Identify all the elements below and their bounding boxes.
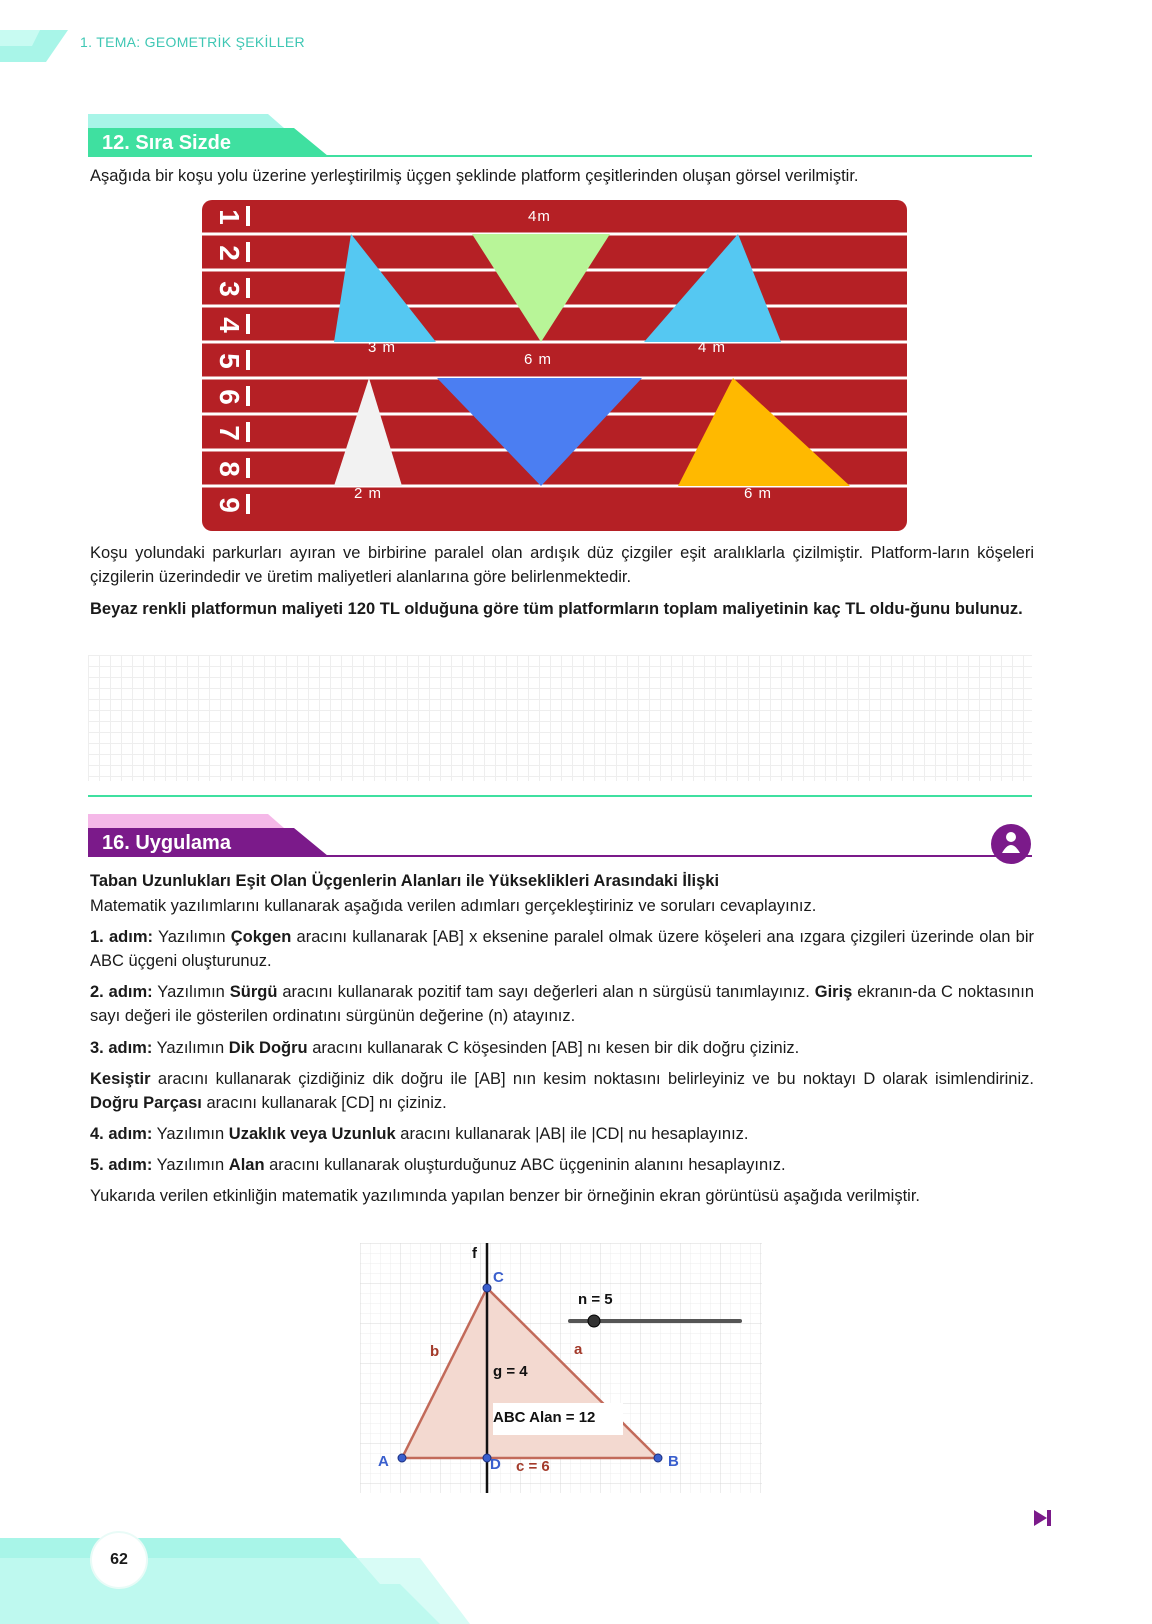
dimension-label: 6 m xyxy=(744,485,773,502)
point-c-label: C xyxy=(493,1269,504,1286)
side-b-label: b xyxy=(430,1343,440,1360)
area-label: ABC Alan = 12 xyxy=(493,1409,596,1426)
activity-outro: Yukarıda verilen etkinliğin matematik yazılımında yapılan benzer bir örneğinin ekran görüntüsü aşağıda verilmiştir. xyxy=(90,1187,921,1205)
lane-number: 2 xyxy=(214,245,245,261)
section-divider xyxy=(88,855,1032,857)
dimension-label: 3 m xyxy=(368,339,397,356)
lane-number: 4 xyxy=(214,317,245,333)
step-4: 4. adım: Yazılımın Uzaklık veya Uzunluk aracını kullanarak |AB| ile |CD| nu hesaplayınız. xyxy=(90,1125,749,1143)
lane-number: 9 xyxy=(214,497,245,513)
header-decoration xyxy=(0,0,80,62)
dimension-label: 4 m xyxy=(698,339,727,356)
line-f-label: f xyxy=(472,1245,477,1262)
page-number: 62 xyxy=(92,1533,146,1587)
step-3: 3. adım: Yazılımın Dik Doğru aracını kullanarak C köşesinden [AB] nı kesen bir dik doğru çiziniz. xyxy=(90,1039,800,1057)
track-svg xyxy=(202,200,907,531)
lane-number: 7 xyxy=(214,425,245,441)
section-divider xyxy=(88,795,1032,797)
dimension-label: 2 m xyxy=(354,485,383,502)
running-track-figure xyxy=(202,200,907,531)
activity-intro: Matematik yazılımlarını kullanarak aşağıda verilen adımları gerçekleştiriniz ve soruları cevaplayınız. xyxy=(90,897,817,915)
lane-number: 3 xyxy=(214,281,245,297)
point-b-label: B xyxy=(668,1453,679,1470)
geometry-svg xyxy=(360,1243,762,1493)
step-2: 2. adım: Yazılımın Sürgü aracını kullanarak pozitif tam sayı değerleri alan n sürgüsü tanımlayınız. Giriş ekranın-da C noktasının sayı değeri ile gösterilen ordinatını sürgünün değerine (n) atayınız. xyxy=(90,983,1034,1025)
slider-knob xyxy=(588,1315,600,1327)
paragraph-1: Koşu yolundaki parkurları ayıran ve birbirine paralel olan ardışık düz çizgiler eşit aralıklarla çizilmiştir. Platform-ların köşeleri çizgilerin üzerindedir ve üretim maliyetleri alanlarına göre belirlenmektedir. xyxy=(90,544,1034,586)
person-icon xyxy=(990,823,1032,865)
point-d-label: D xyxy=(490,1456,501,1473)
question-text: Beyaz renkli platformun maliyeti 120 TL olduğuna göre tüm platformların toplam maliyetinin kaç TL oldu-ğunu bulunuz. xyxy=(90,600,1023,618)
dimension-label: 6 m xyxy=(524,351,553,368)
side-c-label: c = 6 xyxy=(516,1458,550,1475)
section-divider xyxy=(88,155,1032,157)
step-3-continued: Kesiştir aracını kullanarak çizdiğiniz dik doğru ile [AB] nın kesim noktasını belirleyiniz ve bu noktayı D olarak isimlendiriniz. Doğru Parçası aracını kullanarak [CD] nı çiziniz. xyxy=(90,1070,1034,1112)
point-a-label: A xyxy=(378,1453,389,1470)
step-1: 1. adım: Yazılımın Çokgen aracını kullanarak [AB] x eksenine paralel olmak üzere köşeleri ana ızgara çizgileri üzerinde olan bir ABC üçgeni oluşturunuz. xyxy=(90,928,1034,970)
slider-label: n = 5 xyxy=(578,1291,613,1308)
dimension-label: 4m xyxy=(528,208,551,225)
footer-decoration xyxy=(0,1538,480,1624)
point-a-marker xyxy=(398,1454,406,1462)
step-5: 5. adım: Yazılımın Alan aracını kullanarak oluşturduğunuz ABC üçgeninin alanını hesaplayınız. xyxy=(90,1156,786,1174)
activity-subtitle: Taban Uzunlukları Eşit Olan Üçgenlerin Alanları ile Yükseklikleri Arasındaki İlişki xyxy=(90,872,720,890)
point-b-marker xyxy=(654,1454,662,1462)
lane-number: 8 xyxy=(214,461,245,477)
topic-label: 1. TEMA: GEOMETRİK ŞEKİLLER xyxy=(80,34,305,50)
next-page-icon[interactable] xyxy=(1032,1507,1054,1529)
intro-text: Aşağıda bir koşu yolu üzerine yerleştirilmiş üçgen şeklinde platform çeşitlerinden oluşan görsel verilmiştir. xyxy=(90,167,859,185)
point-c-marker xyxy=(483,1284,491,1292)
lane-number: 6 xyxy=(214,389,245,405)
section-title-sira-sizde: 12. Sıra Sizde xyxy=(102,132,231,154)
side-a-label: a xyxy=(574,1341,583,1358)
height-g-label: g = 4 xyxy=(493,1363,528,1380)
section-title-uygulama: 16. Uygulama xyxy=(102,832,231,854)
lane-number: 1 xyxy=(214,209,245,225)
geometry-screenshot xyxy=(360,1243,762,1493)
answer-grid[interactable] xyxy=(88,655,1032,781)
lane-number: 5 xyxy=(214,353,245,369)
